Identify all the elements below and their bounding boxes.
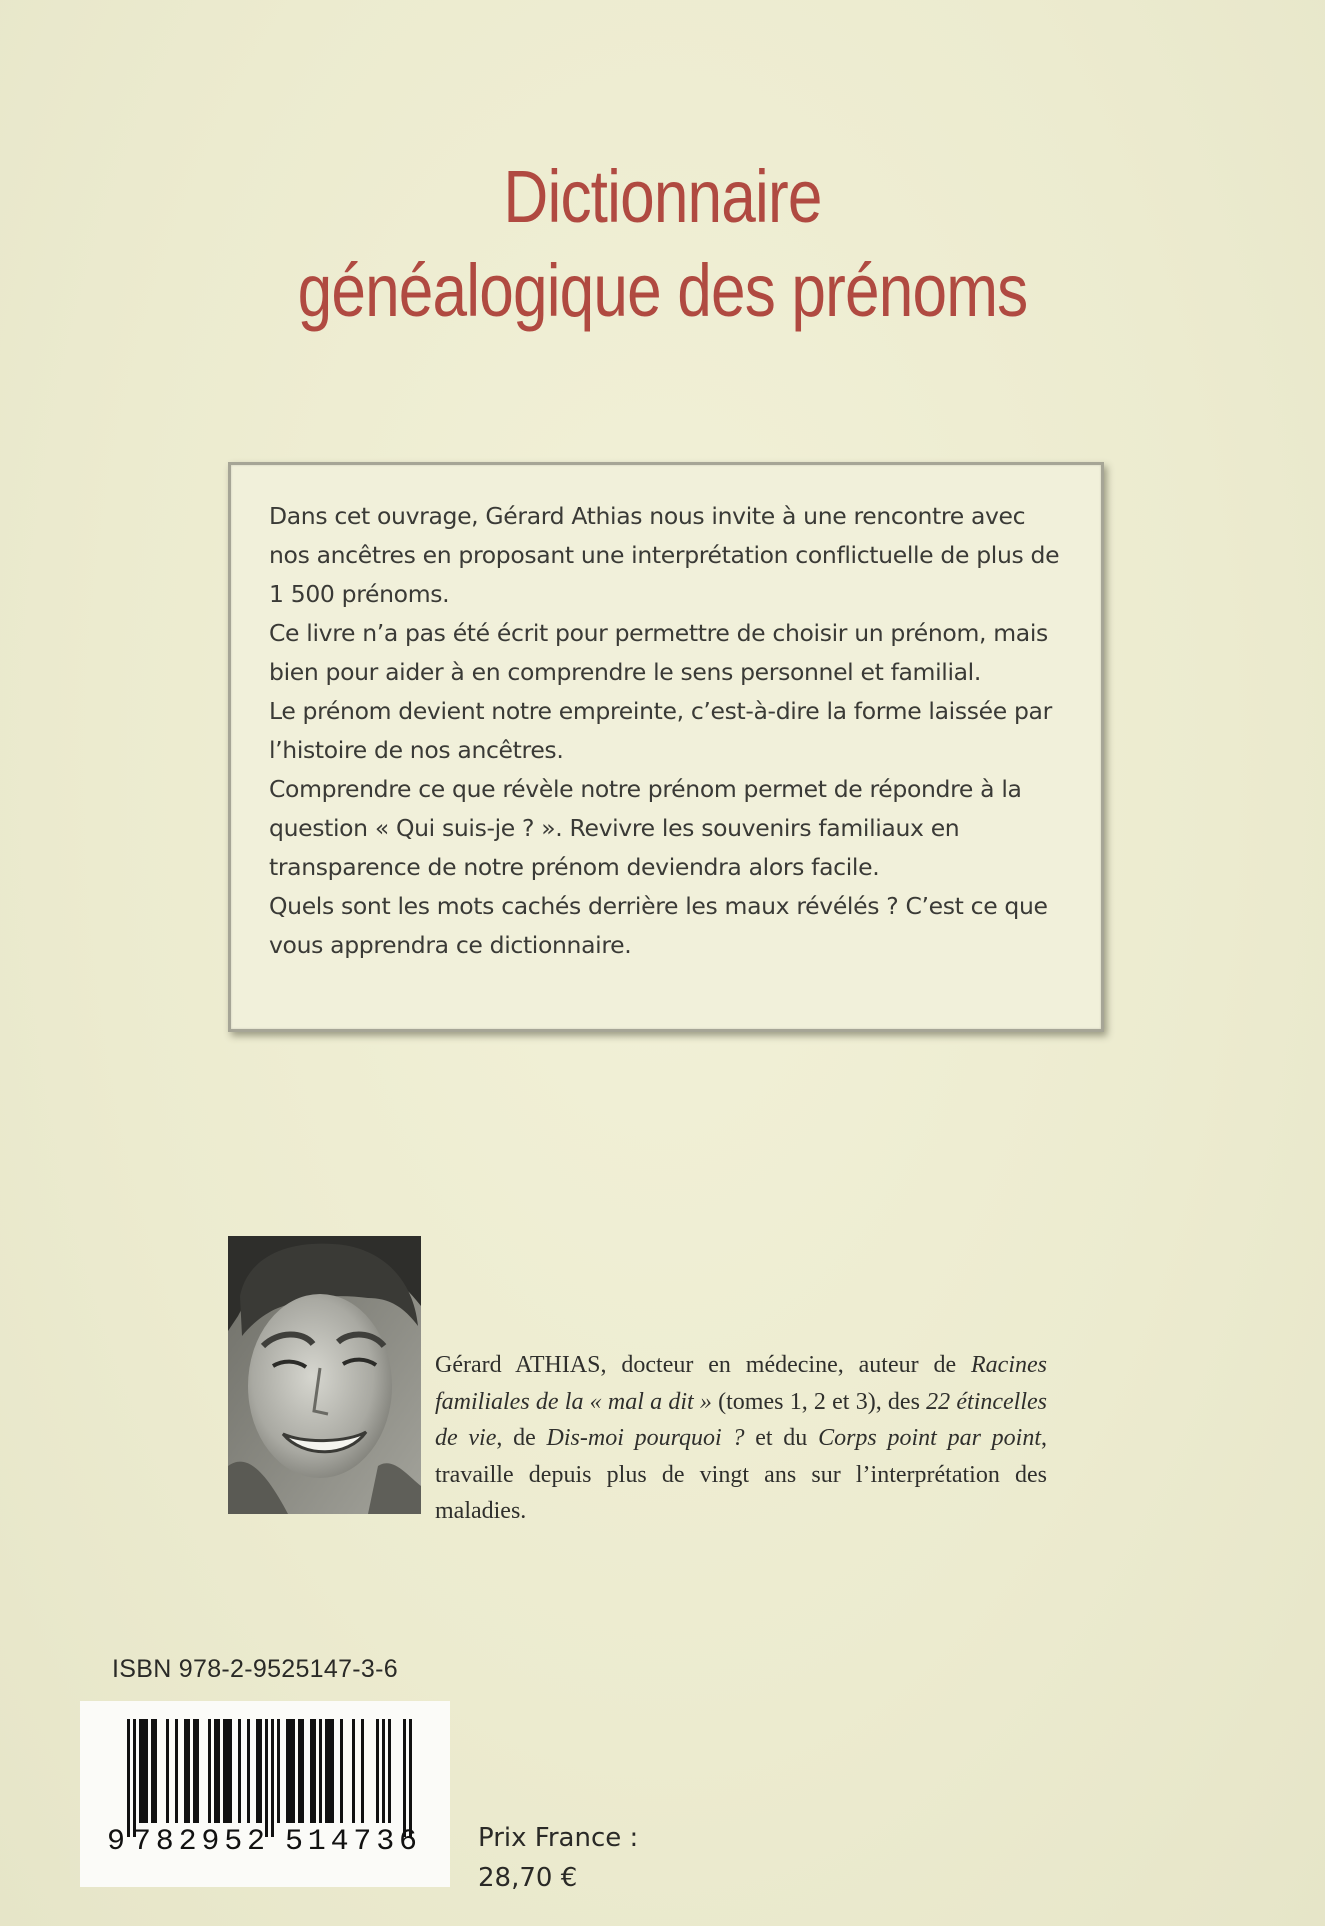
author-photo bbox=[228, 1236, 421, 1514]
barcode-bar bbox=[301, 1719, 304, 1823]
barcode-bar bbox=[319, 1719, 322, 1823]
price-value: 28,70 € bbox=[478, 1863, 578, 1893]
book-title-line-1: Dictionnaire bbox=[503, 155, 822, 238]
bio-text: Gérard ATHIAS, docteur en médecine, auteur de bbox=[435, 1352, 972, 1378]
price-block bbox=[478, 1818, 638, 1898]
barcode-bar bbox=[325, 1719, 328, 1823]
barcode-bar bbox=[229, 1719, 232, 1823]
barcode-bar bbox=[154, 1719, 157, 1823]
barcode-bar bbox=[310, 1719, 313, 1823]
barcode-bar bbox=[271, 1719, 274, 1837]
barcode-digits-right: 514736 bbox=[285, 1825, 417, 1859]
barcode-bar bbox=[328, 1719, 331, 1823]
barcode-bar bbox=[259, 1719, 262, 1823]
barcode-digit-first: 9 bbox=[107, 1825, 126, 1859]
barcode-bar bbox=[313, 1719, 316, 1823]
barcode-bar bbox=[187, 1719, 190, 1823]
barcode-bar bbox=[298, 1719, 301, 1823]
blurb-paragraph: Ce livre n’a pas été écrit pour permettre de choisir un prénom, mais bien pour aider à en comprendre le sens personnel et familial. bbox=[269, 619, 1048, 686]
blurb-paragraph: Quels sont les mots cachés derrière les maux révélés ? C’est ce que vous apprendra ce dictionnaire. bbox=[269, 892, 1048, 959]
bio-work-title: 22 étincelles de vie bbox=[435, 1388, 1048, 1451]
barcode-bar bbox=[286, 1719, 289, 1823]
barcode-bar bbox=[409, 1719, 412, 1837]
author-bio bbox=[435, 1347, 1047, 1530]
barcode-bar bbox=[208, 1719, 211, 1823]
barcode-bar bbox=[196, 1719, 199, 1823]
blurb-paragraph: Le prénom devient notre empreinte, c’est-à-dire la forme laissée par l’histoire de nos ancêtres. bbox=[269, 697, 1052, 764]
barcode bbox=[80, 1701, 450, 1887]
barcode-bar bbox=[184, 1719, 187, 1823]
bio-work-title: Dis-moi pourquoi ? bbox=[546, 1425, 745, 1451]
barcode-bar bbox=[226, 1719, 229, 1823]
barcode-bar bbox=[175, 1719, 178, 1823]
barcode-bar bbox=[352, 1719, 355, 1823]
barcode-bar bbox=[382, 1719, 385, 1823]
barcode-bar bbox=[193, 1719, 196, 1823]
blurb-paragraph: Dans cet ouvrage, Gérard Athias nous invite à une rencontre avec nos ancêtres en proposant une interprétation conflictuelle de plus de 1 500 prénoms. bbox=[269, 502, 1060, 608]
barcode-bar bbox=[277, 1719, 280, 1823]
barcode-bar bbox=[151, 1719, 154, 1823]
bio-text: , de bbox=[496, 1425, 547, 1451]
barcode-bar bbox=[403, 1719, 406, 1837]
barcode-bar bbox=[256, 1719, 259, 1823]
blurb-box bbox=[228, 462, 1104, 1032]
barcode-bar bbox=[223, 1719, 226, 1823]
barcode-bar bbox=[127, 1719, 130, 1837]
barcode-bar bbox=[217, 1719, 220, 1823]
price-label: Prix France : bbox=[478, 1823, 639, 1853]
barcode-bar bbox=[133, 1719, 136, 1837]
bio-work-title: Corps point par point bbox=[818, 1425, 1042, 1451]
isbn-label: ISBN 978-2-9525147-3-6 bbox=[112, 1655, 398, 1683]
barcode-bar bbox=[265, 1719, 268, 1837]
book-title-line-2: généalogique des prénoms bbox=[297, 249, 1028, 332]
barcode-icon bbox=[80, 1701, 450, 1887]
barcode-bar bbox=[388, 1719, 391, 1823]
barcode-bar bbox=[247, 1719, 250, 1823]
barcode-bar bbox=[145, 1719, 148, 1823]
bio-text: (tomes 1, 2 et 3), des bbox=[711, 1388, 927, 1415]
barcode-bar bbox=[214, 1719, 217, 1823]
barcode-bar bbox=[292, 1719, 295, 1823]
bio-text: et du bbox=[744, 1425, 819, 1451]
barcode-bar bbox=[340, 1719, 343, 1823]
barcode-bar bbox=[139, 1719, 142, 1823]
blurb-paragraph: Comprendre ce que révèle notre prénom permet de répondre à la question « Qui suis-je ? ». Revivre les souvenirs familiaux en transparence de notre prénom deviendra alors facile. bbox=[269, 775, 1022, 881]
bio-work-title: Racines familiales de la « mal a dit » bbox=[435, 1352, 1047, 1415]
author-portrait-icon bbox=[228, 1236, 421, 1514]
barcode-bar bbox=[289, 1719, 292, 1823]
barcode-bar bbox=[361, 1719, 364, 1823]
barcode-digits-left: 782952 bbox=[133, 1825, 265, 1859]
barcode-bar bbox=[331, 1719, 334, 1823]
barcode-bar bbox=[238, 1719, 241, 1823]
bio-text: , travaille depuis plus de vingt ans sur l’interprétation des maladies. bbox=[435, 1425, 1048, 1524]
book-title bbox=[0, 150, 1325, 338]
barcode-bar bbox=[376, 1719, 379, 1823]
barcode-bar bbox=[166, 1719, 169, 1823]
barcode-bar bbox=[142, 1719, 145, 1823]
